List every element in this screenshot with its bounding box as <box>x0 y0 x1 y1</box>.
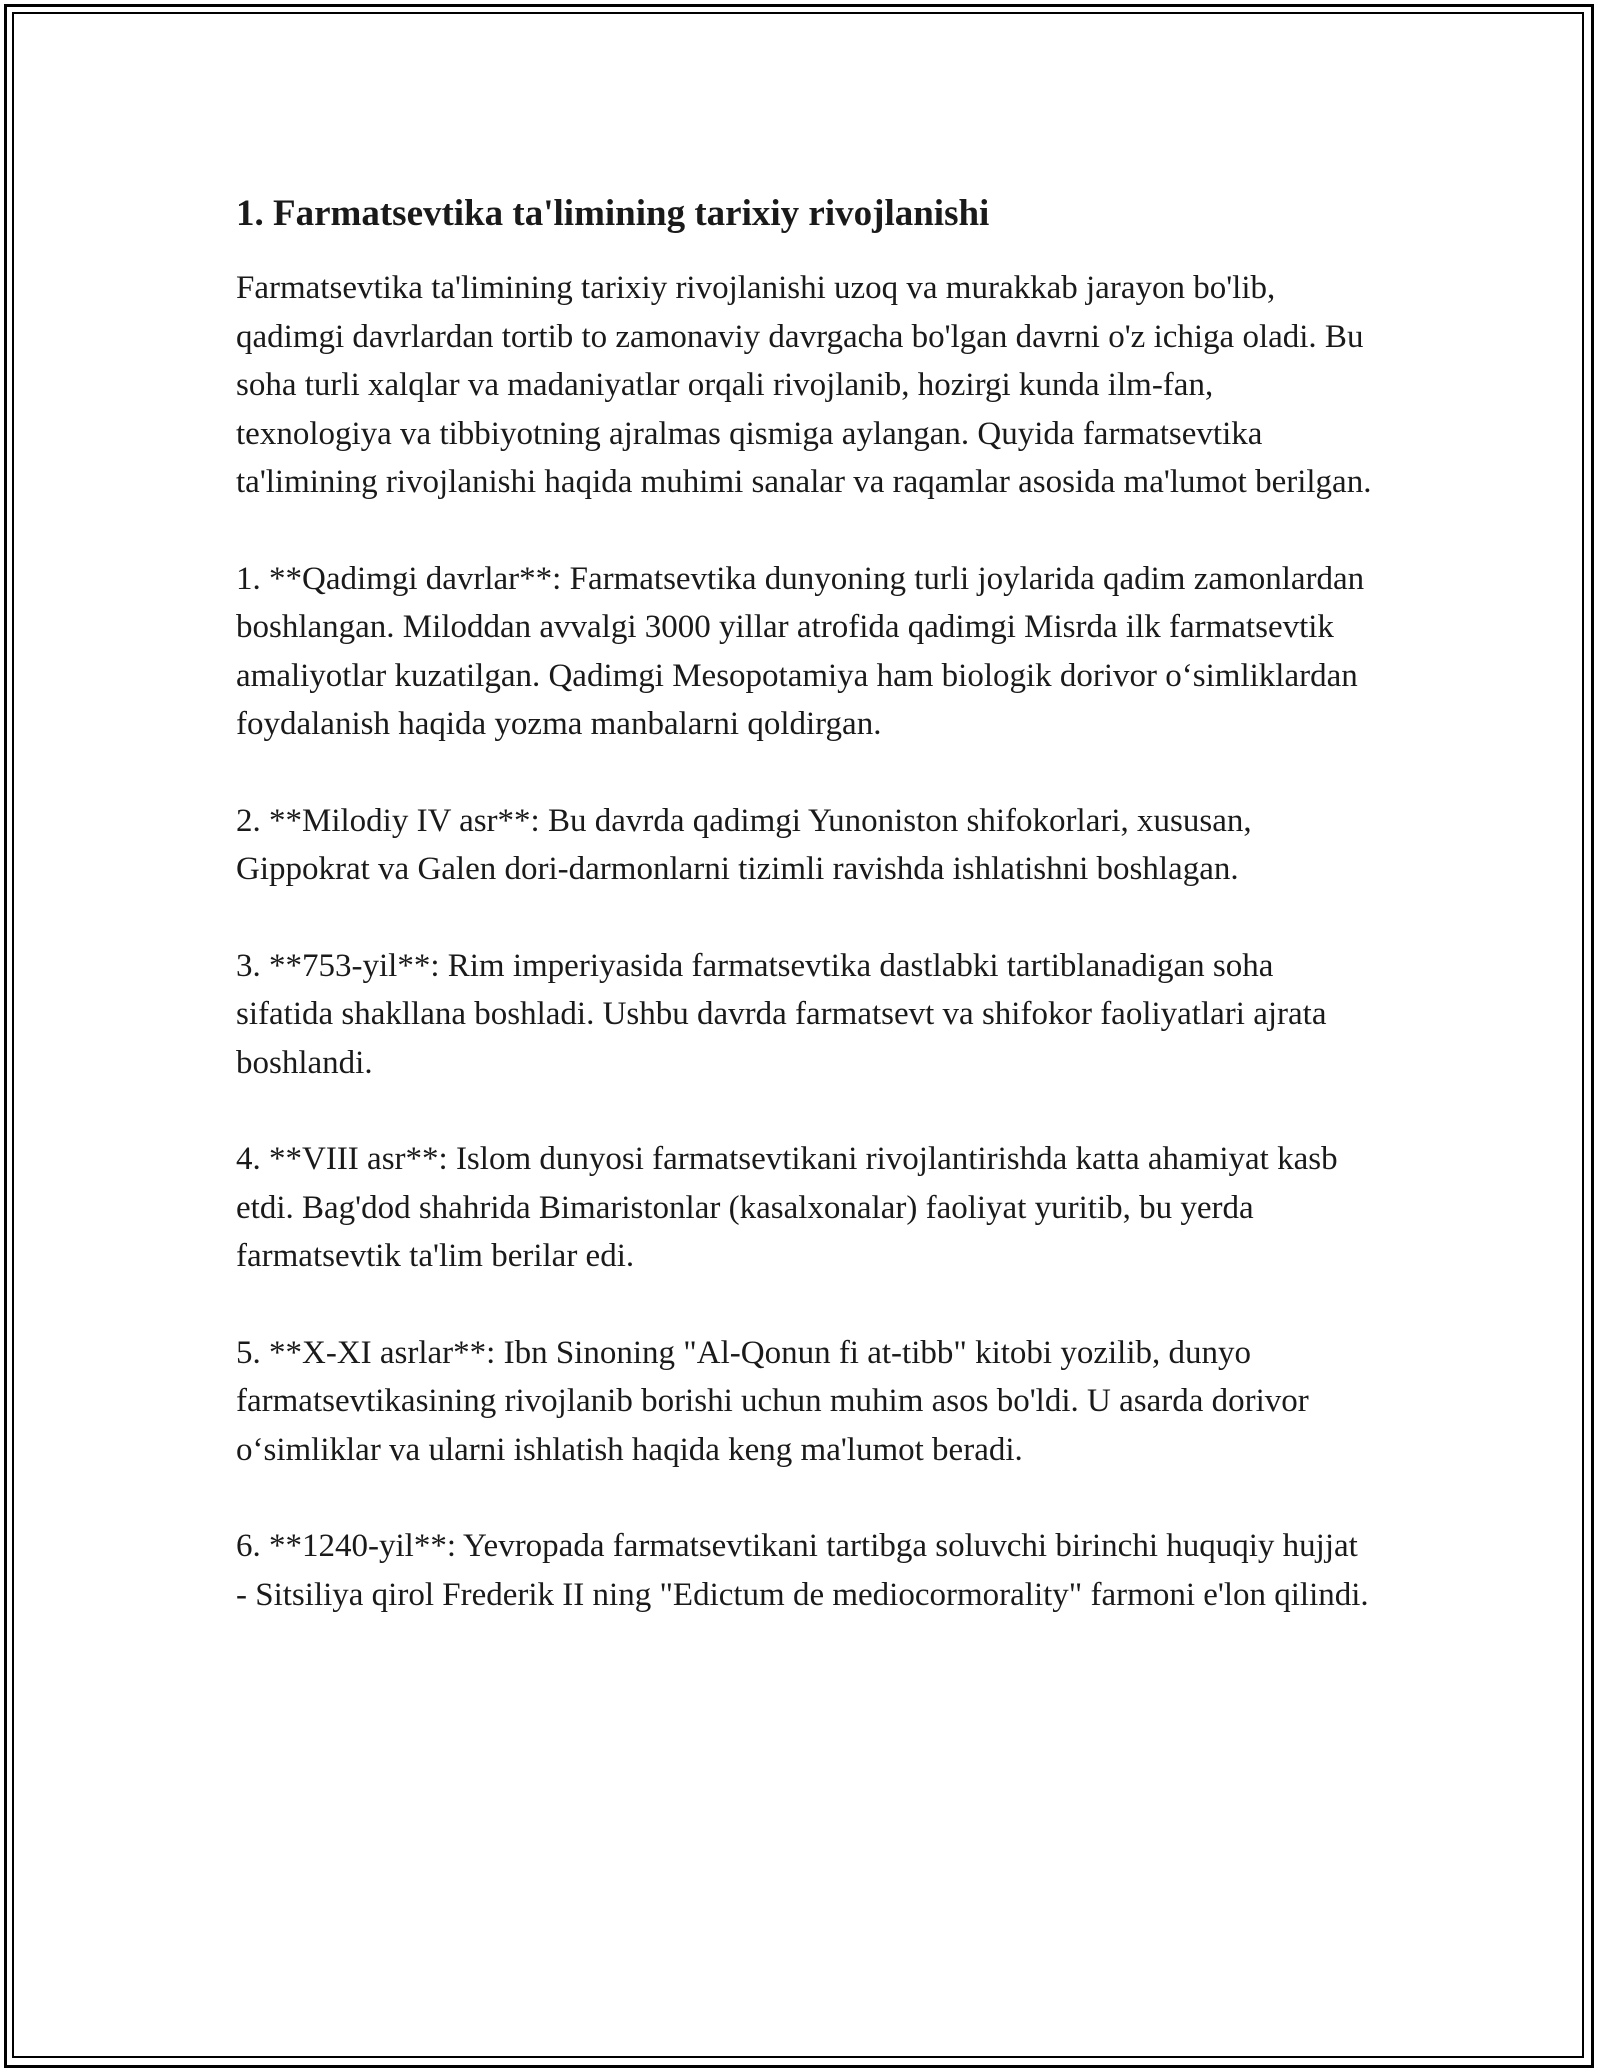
list-item-5: 5. **X-XI asrlar**: Ibn Sinoning "Al-Qonun fi at-tibb" kitobi yozilib, dunyo farmatsevtikasining rivojlanib borishi uchun muhim asos bo'ldi. U asarda dorivor o‘simliklar va ularni ishlatish haqida keng ma'lumot beradi. <box>236 1334 1309 1468</box>
list-item-3: 3. **753-yil**: Rim imperiyasida farmatsevtika dastlabki tartiblanadigan soha sifatida shakllana boshladi. Ushbu davrda farmatsevt va shifokor faoliyatlari ajrata boshlandi. <box>236 947 1327 1081</box>
list-item-6: 6. **1240-yil**: Yevropada farmatsevtikani tartibga soluvchi birinchi huquqiy hujjat - Sitsiliya qirol Frederik II ning "Edictum de mediocormorality" farmoni e'lon qilindi. <box>236 1528 1369 1613</box>
document-body <box>236 188 1376 1667</box>
intro-paragraph: Farmatsevtika ta'limining tarixiy rivojlanishi uzoq va murakkab jarayon bo'lib, qadimgi davrlardan tortib to zamonaviy davrgacha bo'lgan davrni o'z ichiga oladi. Bu soha turli xalqlar va madaniyatlar orqali rivojlanib, hozirgi kunda ilm-fan, texnologiya va tibbiyotning ajralmas qismiga aylangan. Quyida farmatsevtika ta'limining rivojlanishi haqida muhimi sanalar va raqamlar asosida ma'lumot berilgan. <box>236 270 1372 500</box>
list-item-4: 4. **VIII asr**: Islom dunyosi farmatsevtikani rivojlantirishda katta ahamiyat kasb etdi. Bag'dod shahrida Bimaristonlar (kasalxonalar) faoliyat yuritib, bu yerda farmatsevtik ta'lim berilar edi. <box>236 1141 1338 1274</box>
list-item-1: 1. **Qadimgi davrlar**: Farmatsevtika dunyoning turli joylarida qadim zamonlardan boshlangan. Miloddan avvalgi 3000 yillar atrofida qadimgi Misrda ilk farmatsevtik amaliyotlar kuzatilgan. Qadimgi Mesopotamiya ham biologik dorivor o‘simliklardan foydalanish haqida yozma manbalarni qoldirgan. <box>236 560 1365 742</box>
section-heading: 1. Farmatsevtika ta'limining tarixiy rivojlanishi <box>236 193 990 234</box>
list-item-2: 2. **Milodiy IV asr**: Bu davrda qadimgi Yunoniston shifokorlari, xususan, Gippokrat va Galen dori-darmonlarni tizimli ravishda ishlatishni boshlagan. <box>236 802 1252 887</box>
